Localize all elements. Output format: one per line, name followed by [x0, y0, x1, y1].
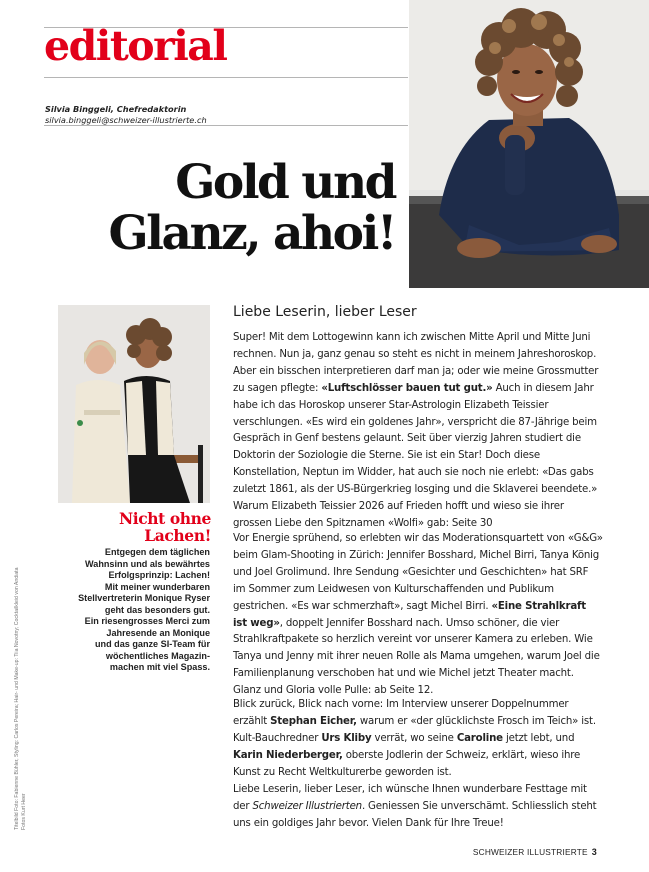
- caption-line: Mit meiner wunderbaren: [104, 581, 210, 592]
- page-footer: [473, 847, 597, 857]
- caption-line: Erfolgsprinzip: Lachen!: [108, 570, 210, 580]
- text-run: Urs Kliby: [321, 732, 372, 744]
- page-number: 3: [591, 847, 597, 857]
- paragraph-3: [233, 697, 603, 782]
- text-run: , doppelt Jennifer Bosshard nach. Umso schöner, die vier Strahlkraftpakete so herzlich vereint vor unserer Kamera zu erleben. Wie Tanya und Jenny mit ihrer neuen Rolle als Mama umgehen, warum Joel die Familienplanung verschoben hat und wie Michel jetzt Theater macht. Glanz und Gloria volle Pulle: ab Seite 12.: [233, 617, 600, 697]
- caption-line: wöchentliches Magazin-: [105, 650, 210, 661]
- caption-text: [60, 547, 210, 674]
- caption-title: [60, 510, 211, 544]
- paragraph-4: [233, 782, 603, 833]
- headline-line-2: Glanz, ahoi!: [108, 206, 395, 261]
- photo-credits: [14, 500, 28, 830]
- caption-line: geht das besonders gut.: [104, 604, 210, 615]
- caption-line: Wahnsinn und als bewährtes: [85, 558, 210, 569]
- text-run: Auch in diesem Jahr habe ich das Horoskop unserer Star-Astrologin Elizabeth Teissier verschlungen. «Es wird ein goldenes Jahr», verspricht die 87-Jährige beim Gespräch in Genf bestens gelaunt. Seit über vierzig Jahren studiert die Doktorin der Soziologie die Sterne. Sie ist ein Star! Doch diese Konstellation, Neptun im Widder, hat auch sie noch nie erlebt: «Das gabs zuletzt 1861, als der US-Bürgerkrieg losging und die Sklaverei beendete.» Warum Elizabeth Teissier 2026 auf Frieden hofft und wieso sie ihrer grossen Liebe den Spitznamen «Wolfi» gab: Seite 30: [233, 382, 598, 529]
- headline-line-1: Gold und: [175, 155, 395, 210]
- paragraph-2: [233, 531, 603, 700]
- caption-line: Stellvertreterin Monique Ryser: [78, 593, 210, 603]
- text-run: Stephan Eicher,: [270, 715, 357, 727]
- text-run: jetzt lebt, und: [502, 732, 575, 744]
- text-run: Liebe Leserin, lieber Leser, ich wünsche Ihnen wunderbare Festtage mit der: [233, 784, 587, 812]
- author-name: Silvia Binggeli, Chefredaktorin: [45, 104, 187, 114]
- text-run: warum er «der glücklichste Frosch im Teich» ist. Kult-Bauchredner: [233, 715, 596, 744]
- text-run: Super! Mit dem Lottogewinn kann ich zwischen Mitte April und Mitte Juni rechnen. Nun ja, ganz genau so steht es nicht in meinem Jahreshoroskop. Aber ein bisschen interpretieren darf man ja; oder wie meine Grossmutter zu sagen pflegte:: [233, 332, 599, 394]
- paragraph-1: [233, 330, 603, 533]
- caption-line: Jahresende an Monique: [106, 627, 210, 638]
- text-run: Schweizer Illustrierten: [252, 800, 362, 812]
- credits-line-2: Fotos Kurt Heer: [21, 793, 27, 830]
- magazine-name: SCHWEIZER ILLUSTRIERTE: [472, 847, 588, 857]
- text-run: «Eine Strahlkraft ist weg»: [233, 600, 586, 629]
- text-run: verrät, wo seine: [371, 732, 457, 744]
- credits-line-1: Titelbild Foto: Fabienne Bühler, Styling: Carlos Pereira; Hair- und Make-up: Tiia Novotny; Cocktailkleid von Andiata: [14, 567, 20, 830]
- header-rule: [44, 77, 408, 78]
- text-run: Caroline: [456, 732, 503, 744]
- text-run: Vor Energie sprühend, so erlebten wir das Moderationsquartett von «G&G» beim Glam-Shooting in Zürich: Jennifer Bosshard, Michel Birri, Tanya König und Joel Grolimund. Ihre Sendung «Gesichter und Geschichten» hat SRF im Sommer zum Leidwesen von Kulturschaffenden und Publikum gestrichen. «Es war schmerzhaft», sagt Michel Birri.: [233, 533, 603, 612]
- text-run: Karin Niederberger,: [233, 749, 343, 761]
- headline: [109, 157, 396, 259]
- greeting: Liebe Leserin, lieber Leser: [233, 304, 417, 320]
- author-portrait-photo: [409, 0, 649, 288]
- caption-line: Ein riesengrosses Merci zum: [84, 616, 210, 626]
- caption-title-line-2: Lachen!: [144, 526, 211, 545]
- text-run: «Luftschlösser bauen tut gut.»: [321, 382, 493, 394]
- author-email[interactable]: silvia.binggeli@schweizer-illustrierte.ch: [45, 115, 207, 125]
- caption-line: machen mit viel Spass.: [109, 662, 210, 672]
- text-run: oberste Jodlerin der Schweiz, erklärt, wieso ihre Kunst zu Recht Weltkulturerbe geworden ist.: [233, 749, 581, 778]
- section-title: editorial: [44, 22, 227, 70]
- byline: [45, 104, 207, 126]
- text-run: . Geniessen Sie unverschämt. Schliesslich steht uns ein goldiges Jahr bevor. Vielen Dank für Ihre Treue!: [233, 800, 597, 829]
- text-run: Blick zurück, Blick nach vorne: Im Interview unserer Doppelnummer erzählt: [233, 699, 569, 727]
- caption-line: Entgegen dem täglichen: [104, 547, 210, 557]
- caption-title-line-1: Nicht ohne: [118, 509, 211, 528]
- team-photo: [58, 305, 210, 503]
- caption-line: und das ganze SI-Team für: [94, 639, 210, 649]
